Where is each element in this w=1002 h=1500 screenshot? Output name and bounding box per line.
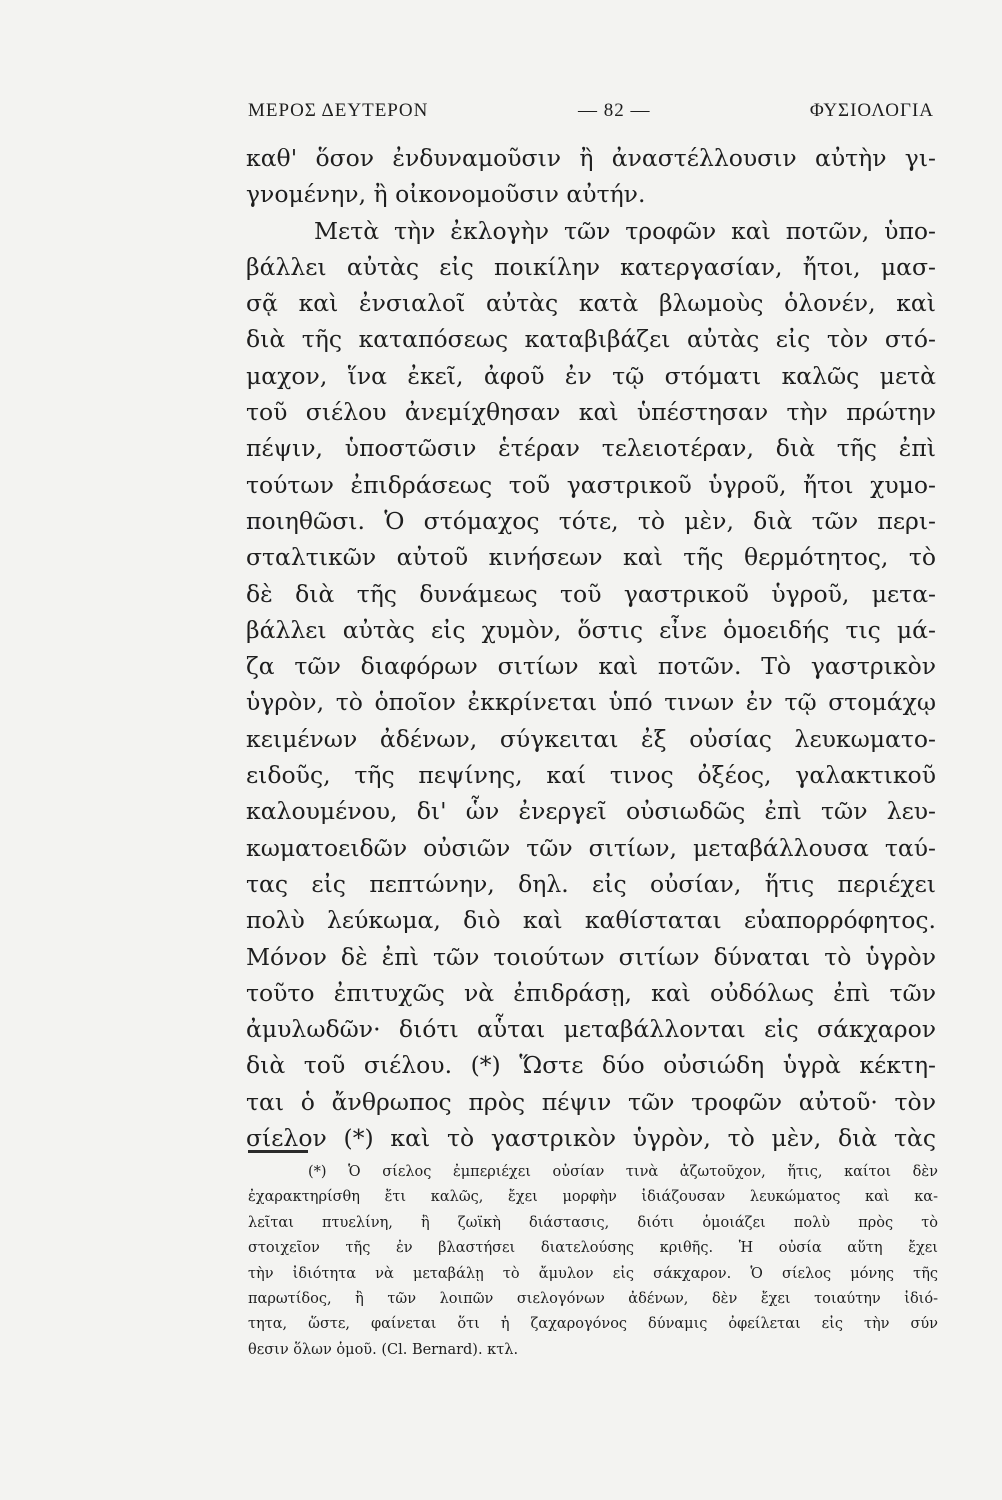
text-line: βάλλει αὐτὰς εἰς χυμὸν, ὅστις εἶνε ὁμοειδής τις μά-	[246, 615, 936, 644]
text-line: Μόνον δὲ ἐπὶ τῶν τοιούτων σιτίων δύναται τὸ ὑγρὸν	[246, 942, 936, 971]
footnote-line: (*) Ὁ σίελος ἐμπεριέχει οὐσίαν τινὰ ἀζωτοῦχον, ἥτις, καίτοι δὲν	[308, 1164, 938, 1180]
text-line: μαχον, ἵνα ἐκεῖ, ἀφοῦ ἐν τῷ στόματι καλῶς μετὰ	[246, 361, 936, 390]
footnote-line: τὴν ἰδιότητα νὰ μεταβάλῃ τὸ ἄμυλον εἰς σάκχαρον. Ὁ σίελος μόνης τῆς	[248, 1265, 938, 1282]
text-line: κειμένων ἀδένων, σύγκειται ἐξ οὐσίας λευκωματο-	[246, 724, 936, 753]
footnote-line: παρωτίδος, ἢ τῶν λοιπῶν σιελογόνων ἀδένων, δὲν ἔχει τοιαύτην ἰδιό-	[248, 1290, 938, 1307]
text-line: τούτων ἐπιδράσεως τοῦ γαστρικοῦ ὑγροῦ, ἤτοι χυμο-	[246, 470, 936, 499]
text-line: σταλτικῶν αὐτοῦ κινήσεων καὶ τῆς θερμότητος, τὸ	[246, 543, 936, 572]
footnote-line: στοιχεῖον τῆς ἐν βλαστήσει διατελούσης κριθῆς. Ἡ οὐσία αὕτη ἔχει	[248, 1240, 938, 1257]
text-line: ἀμυλωδῶν· διότι αὗται μεταβάλλονται εἰς σάκχαρον	[246, 1015, 936, 1044]
text-line: ζα τῶν διαφόρων σιτίων καὶ ποτῶν. Τὸ γαστρικὸν	[246, 652, 936, 681]
text-line: τοῦ σιέλου ἀνεμίχθησαν καὶ ὑπέστησαν τὴν πρώτην	[246, 398, 936, 427]
page-number: — 82 —	[578, 100, 651, 121]
footnote	[248, 1160, 938, 1363]
text-line: διὰ τῆς καταπόσεως καταβιβάζει αὐτὰς εἰς τὸν στό-	[246, 325, 936, 354]
text-line: τας εἰς πεπτώνην, δηλ. εἰς οὐσίαν, ἥτις περιέχει	[246, 869, 936, 898]
footnote-line: λεῖται πτυελίνη, ἢ ζωϊκὴ διάστασις, διότι ὁμοιάζει πολὺ πρὸς τὸ	[248, 1214, 938, 1231]
running-head	[248, 100, 934, 130]
text-line: Μετὰ τὴν ἐκλογὴν τῶν τροφῶν καὶ ποτῶν, ὑπο-	[314, 216, 936, 245]
chapter-title: ΦΥΣΙΟΛΟΓΙΑ	[809, 100, 934, 121]
text-line: τοῦτο ἐπιτυχῶς νὰ ἐπιδράσῃ, καὶ οὐδόλως ἐπὶ τῶν	[246, 978, 936, 1007]
section-title: ΜΕΡΟΣ ΔΕΥΤΕΡΟΝ	[248, 100, 429, 121]
footnote-line: τητα, ὥστε, φαίνεται ὅτι ἡ ζαχαρογόνος δύναμις ὀφείλεται εἰς τὴν σύν	[248, 1316, 938, 1333]
text-line: κωματοειδῶν οὐσιῶν τῶν σιτίων, μεταβάλλουσα ταύ-	[246, 833, 936, 862]
text-line: ειδοῦς, τῆς πεψίνης, καί τινος ὀξέος, γαλακτικοῦ	[246, 761, 936, 790]
text-line: σίελον (*) καὶ τὸ γαστρικὸν ὑγρὸν, τὸ μὲν, διὰ τὰς	[246, 1124, 936, 1153]
text-line: ποιηθῶσι. Ὁ στόμαχος τότε, τὸ μὲν, διὰ τῶν περι-	[246, 506, 936, 535]
text-line: διὰ τοῦ σιέλου. (*) Ὥστε δύο οὐσιώδη ὑγρὰ κέκτη-	[246, 1051, 936, 1080]
text-line: ὑγρὸν, τὸ ὁποῖον ἐκκρίνεται ὑπό τινων ἐν τῷ στομάχῳ	[246, 688, 936, 717]
text-line: σᾷ καὶ ἐνσιαλοῖ αὐτὰς κατὰ βλωμοὺς ὁλονέν, καὶ	[246, 289, 936, 318]
text-line: βάλλει αὐτὰς εἰς ποικίλην κατεργασίαν, ἤτοι, μασ-	[246, 252, 936, 281]
text-line: καθ' ὅσον ἐνδυναμοῦσιν ἢ ἀναστέλλουσιν αὐτὴν γι-	[246, 144, 936, 172]
text-line: δὲ διὰ τῆς δυνάμεως τοῦ γαστρικοῦ ὑγροῦ, μετα-	[246, 579, 936, 608]
text-line: καλουμένου, δι' ὧν ἐνεργεῖ οὐσιωδῶς ἐπὶ τῶν λευ-	[246, 797, 936, 826]
text-line: πολὺ λεύκωμα, διὸ καὶ καθίσταται εὐαπορρόφητος.	[246, 906, 936, 935]
footnote-rule	[248, 1150, 308, 1153]
text-line: γνομένην, ἢ οἰκονομοῦσιν αὐτήν.	[246, 180, 646, 209]
text-line: ται ὁ ἄνθρωπος πρὸς πέψιν τῶν τροφῶν αὐτοῦ· τὸν	[246, 1087, 936, 1116]
text-line: πέψιν, ὑποστῶσιν ἑτέραν τελειοτέραν, διὰ τῆς ἐπὶ	[246, 434, 936, 463]
footnote-line: θεσιν ὅλων ὁμοῦ. (Cl. Bernard). κτλ.	[248, 1341, 519, 1358]
main-text	[246, 140, 936, 1156]
footnote-line: ἐχαρακτηρίσθη ἔτι καλῶς, ἔχει μορφὴν ἰδιάζουσαν λευκώματος καὶ κα-	[248, 1189, 938, 1206]
